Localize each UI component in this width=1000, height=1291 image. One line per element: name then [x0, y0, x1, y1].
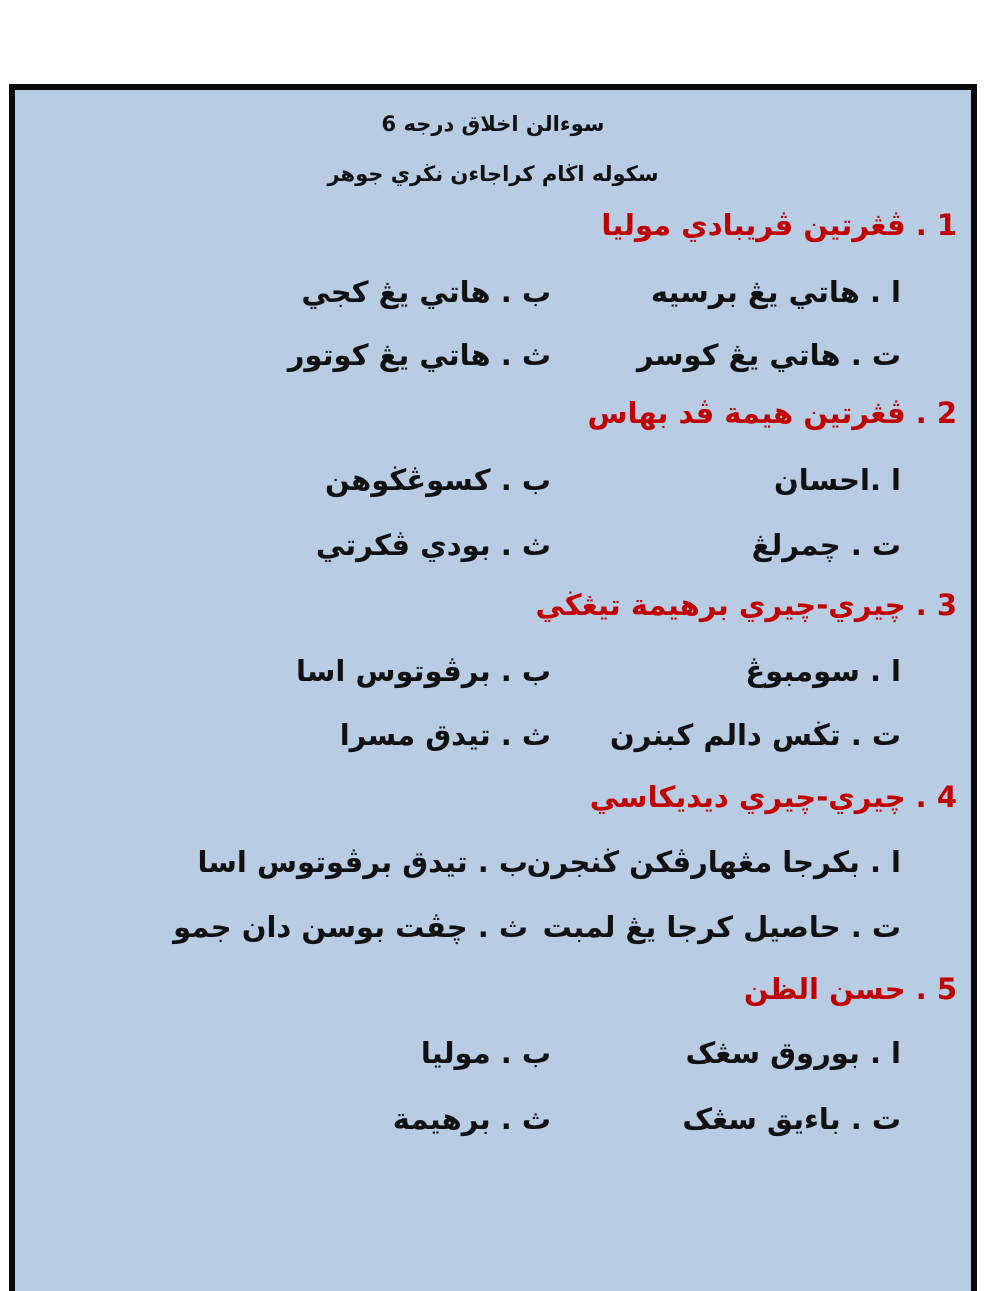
question-3-option-b[interactable]: ب . برڤوتوس اسا	[296, 654, 551, 688]
question-5-option-b[interactable]: ب . موليا	[420, 1036, 551, 1070]
question-4-option-d[interactable]: ث . چڤت بوسن دان جمو	[173, 910, 528, 944]
question-5-option-c[interactable]: ت . باءيق سڠک	[682, 1102, 901, 1136]
question-1-title: 1 . ڤڠرتين ڤريبادي موليا	[601, 208, 957, 242]
question-1-option-d[interactable]: ث . هاتي يڠ کوتور	[287, 338, 551, 372]
question-3-option-d[interactable]: ث . تيدق مسرا	[339, 718, 551, 752]
question-1-option-c[interactable]: ت . هاتي يڠ کوسر	[636, 338, 901, 372]
worksheet-frame	[9, 84, 977, 1291]
question-2-option-b[interactable]: ب . کسوڠڬوهن	[325, 463, 551, 497]
question-2-option-a[interactable]: ا .احسان	[773, 463, 901, 497]
school-name: سکوله اڬام کراجاءن نڬري جوهر	[327, 162, 659, 186]
question-3-option-c[interactable]: ت . تڬس دالم کبنرن	[609, 718, 901, 752]
question-2-title: 2 . ڤڠرتين هيمة ڤد بهاس	[587, 396, 957, 430]
question-5-title: 5 . حسن الظن	[743, 972, 957, 1006]
question-2-option-c[interactable]: ت . چمرلڠ	[751, 528, 901, 562]
question-5-option-d[interactable]: ث . برهيمة	[392, 1102, 551, 1136]
question-5-option-a[interactable]: ا . بوروق سڠک	[685, 1036, 901, 1070]
question-3-title: 3 . چيري-چيري برهيمة تيڠڬي	[535, 588, 957, 622]
question-4-title: 4 . چيري-چيري ديديکاسي	[589, 780, 957, 814]
question-1-option-b[interactable]: ب . هاتي يڠ کجي	[301, 275, 551, 309]
worksheet-title: سوءالن اخلاق درجه 6	[381, 112, 605, 136]
question-1-option-a[interactable]: ا . هاتي يڠ برسيه	[650, 275, 901, 309]
question-4-option-b[interactable]: ب . تيدق برڤوتوس اسا	[197, 845, 528, 879]
question-3-option-a[interactable]: ا . سومبوڠ	[745, 654, 901, 688]
question-4-option-a[interactable]: ا . بکرجا مڠهارڤکن ڬنجرن	[526, 845, 901, 879]
question-4-option-c[interactable]: ت . حاصيل کرجا يڠ لمبت	[542, 910, 901, 944]
question-2-option-d[interactable]: ث . بودي ڤکرتي	[315, 528, 551, 562]
